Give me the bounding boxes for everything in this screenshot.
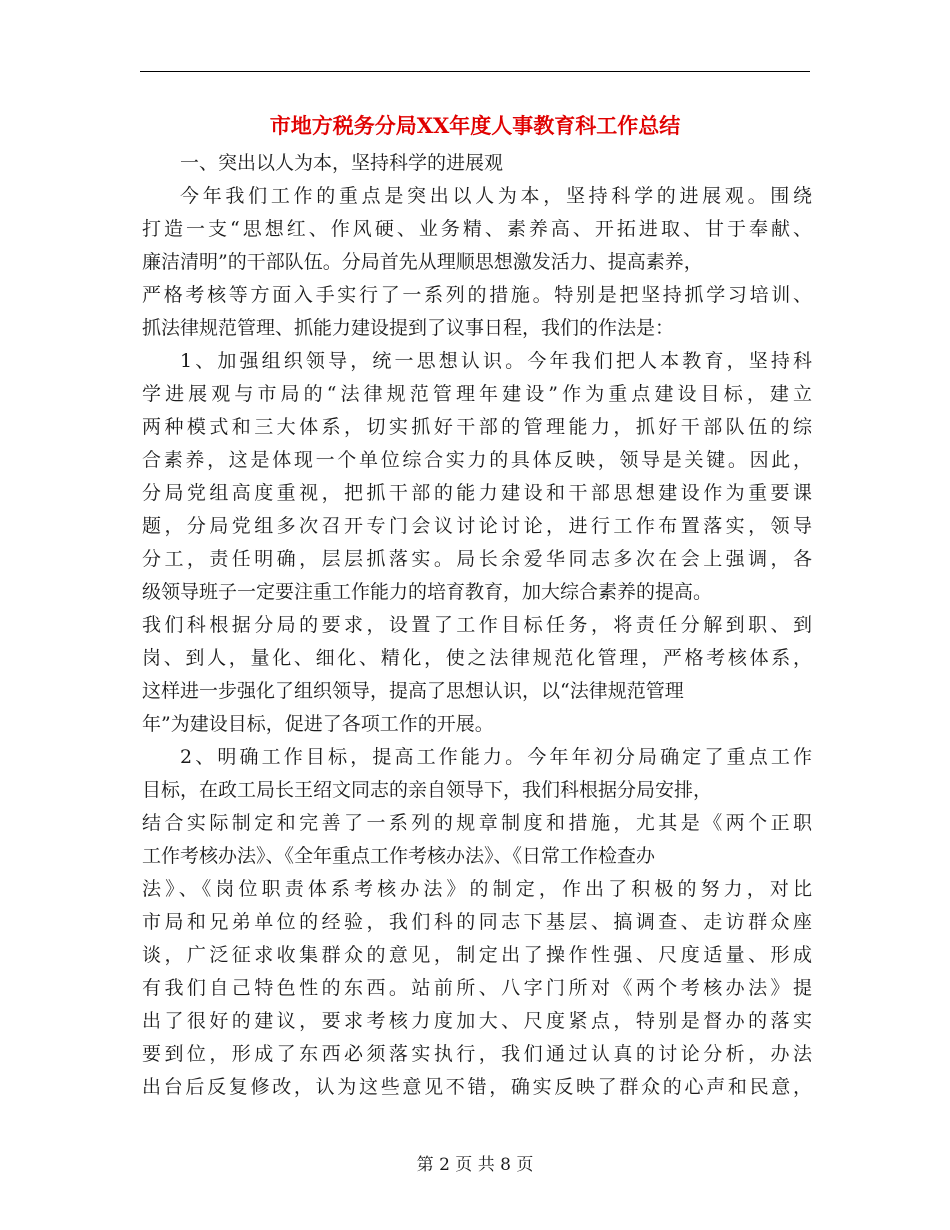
body-line: 合素养，这是体现一个单位综合实力的具体反映，领导是关键。因此， [142, 449, 812, 471]
body-line: 出台后反复修改，认为这些意见不错，确实反映了群众的心声和民意， [142, 1076, 812, 1098]
body-line: 级领导班子一定要注重工作能力的培育教育，加大综合素养的提高。 [142, 581, 713, 603]
body-line: 这样进一步强化了组织领导，提高了思想认识，以“法律规范管理 [142, 680, 684, 702]
body-line: 题，分局党组多次召开专门会议讨论讨论，进行工作布置落实，领导 [142, 515, 812, 537]
body-line: 谈，广泛征求收集群众的意见，制定出了操作性强、尺度适量、形成 [142, 944, 812, 966]
body-line: 学进展观与市局的“法律规范管理年建设”作为重点建设目标，建立 [142, 383, 812, 405]
body-line: 2、明确工作目标，提高工作能力。今年年初分局确定了重点工作 [180, 746, 812, 768]
body-line: 严格考核等方面入手实行了一系列的措施。特别是把坚持抓学习培训、 [142, 284, 812, 306]
document-title: 市地方税务分局XX年度人事教育科工作总结 [269, 113, 681, 138]
body-line: 市局和兄弟单位的经验，我们科的同志下基层、搞调查、走访群众座 [142, 911, 812, 933]
body-line: 我们科根据分局的要求，设置了工作目标任务，将责任分解到职、到 [142, 614, 812, 636]
body-line: 要到位，形成了东西必须落实执行，我们通过认真的讨论分析，办法 [142, 1043, 812, 1065]
body-line: 年”为建设目标，促进了各项工作的开展。 [142, 713, 494, 735]
body-line: 两种模式和三大体系，切实抓好干部的管理能力，抓好干部队伍的综 [142, 416, 812, 438]
body-line: 结合实际制定和完善了一系列的规章制度和措施，尤其是《两个正职 [142, 812, 812, 834]
body-line: 廉洁清明”的干部队伍。分局首先从理顺思想激发活力、提高素养， [142, 251, 703, 273]
body-line: 分局党组高度重视，把抓干部的能力建设和干部思想建设作为重要课 [142, 482, 812, 504]
body-line: 今年我们工作的重点是突出以人为本，坚持科学的进展观。围绕 [180, 185, 812, 207]
body-line: 目标，在政工局长王绍文同志的亲自领导下，我们科根据分局安排， [142, 779, 713, 801]
body-line: 法》、《岗位职责体系考核办法》的制定，作出了积极的努力，对比 [142, 878, 812, 900]
page-footer: 第 2 页 共 8 页 [416, 1155, 534, 1175]
document-body [142, 147, 812, 1104]
body-line: 1、加强组织领导，统一思想认识。今年我们把人本教育，坚持科 [180, 350, 812, 372]
header-rule [140, 71, 810, 72]
body-line: 有我们自己特色性的东西。站前所、八字门所对《两个考核办法》提 [142, 977, 812, 999]
body-line: 岗、到人，量化、细化、精化，使之法律规范化管理，严格考核体系， [142, 647, 812, 669]
body-line: 出了很好的建议，要求考核力度加大、尺度紧点，特别是督办的落实 [142, 1010, 812, 1032]
body-line: 打造一支“思想红、作风硬、业务精、素养高、开拓进取、甘于奉献、 [142, 218, 812, 240]
body-line: 分工，责任明确，层层抓落实。局长余爱华同志多次在会上强调，各 [142, 548, 812, 570]
body-line: 工作考核办法》、《全年重点工作考核办法》、《日常工作检查办 [142, 845, 656, 867]
body-line: 一、突出以人为本，坚持科学的进展观 [180, 152, 504, 174]
body-line: 抓法律规范管理、抓能力建设提到了议事日程，我们的作法是： [142, 317, 675, 339]
